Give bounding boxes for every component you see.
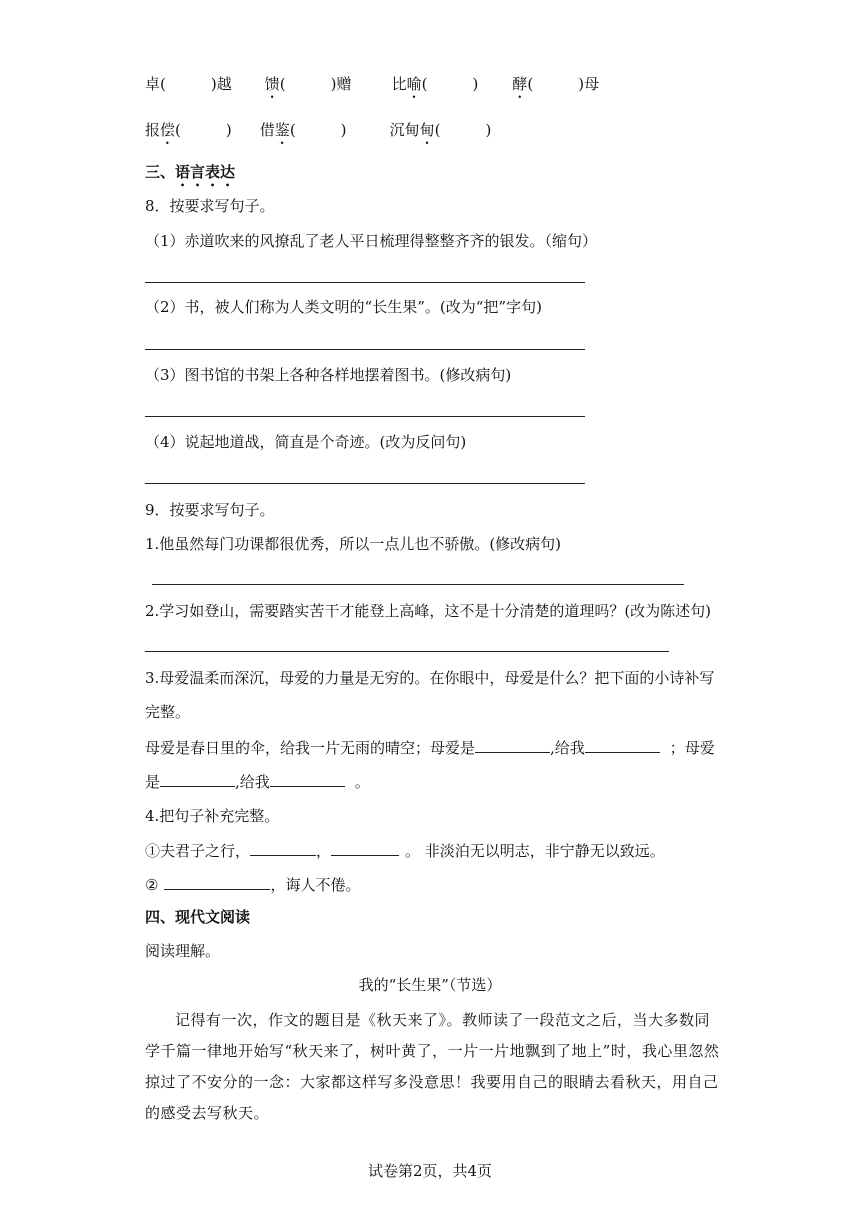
- fill-blank[interactable]: [475, 737, 550, 753]
- page-footer: 试卷第2页，共4页: [367, 1162, 493, 1180]
- answer-line[interactable]: [145, 483, 585, 484]
- poem-line-1: 母爱是春日里的伞，给我一片无雨的晴空；母爱是 ,给我 ；母爱: [145, 739, 715, 757]
- fill-blank[interactable]: [331, 840, 399, 856]
- q9-sentence-2: 2.学习如登山，需要踏实苦干才能登上高峰，这不是十分清楚的道理吗？(改为陈述句): [145, 602, 712, 620]
- pinyin-item: 报偿( ): [145, 121, 232, 139]
- q8-item-1: （1）赤道吹来的风撩乱了老人平日梳理得整整齐齐的银发。（缩句）: [145, 232, 598, 250]
- answer-line[interactable]: [152, 584, 684, 585]
- reading-intro: 阅读理解。: [145, 942, 221, 960]
- q9-sentence-3-line2: 完整。: [145, 703, 191, 721]
- pinyin-item: 沉甸甸( ): [389, 121, 492, 139]
- q9-sentence-4-item-2: ② ，诲人不倦。: [145, 876, 361, 894]
- q9-sentence-4: 4.把句子补充完整。: [145, 807, 280, 825]
- question-9-stem: 9．按要求写句子。: [145, 501, 275, 519]
- pinyin-item: 酵( )母: [512, 75, 600, 93]
- fill-blank[interactable]: [164, 874, 270, 890]
- pinyin-row-1: [145, 74, 599, 102]
- pinyin-item: 卓( )越: [145, 75, 232, 93]
- fill-blank[interactable]: [270, 771, 345, 787]
- answer-line[interactable]: [145, 349, 585, 350]
- section-heading-3: 三、语言表达: [145, 163, 236, 181]
- fill-blank[interactable]: [160, 771, 235, 787]
- article-title: 我的“长生果”（节选）: [358, 976, 502, 994]
- pinyin-row-2: [145, 120, 491, 148]
- q9-sentence-4-item-1: ①夫君子之行， ， 。 非淡泊无以明志，非宁静无以致远。: [145, 842, 665, 860]
- q8-item-2: （2）书，被人们称为人类文明的“长生果”。(改为“把”字句): [145, 298, 542, 316]
- fill-blank[interactable]: [585, 737, 660, 753]
- article-body: [145, 1005, 720, 1129]
- pinyin-item: 比喻( ): [391, 75, 479, 93]
- answer-line[interactable]: [145, 651, 669, 652]
- article-paragraph: 记得有一次，作文的题目是《秋天来了》。教师读了一段范文之后，当大多数同学千篇一律地开始写“秋天来了，树叶黄了，一片一片地飘到了地上”时，我心里忽然掠过了不安分的一念：大家都这样写多没意思！我要用自己的眼睛去看秋天，用自己的感受去写秋天。: [145, 1011, 720, 1122]
- section-heading-4: 四、现代文阅读: [145, 908, 251, 926]
- pinyin-item: 馈( )赠: [264, 75, 352, 93]
- answer-line[interactable]: [145, 282, 585, 283]
- q8-item-3: （3）图书馆的书架上各种各样地摆着图书。(修改病句): [145, 366, 512, 384]
- fill-blank[interactable]: [250, 840, 316, 856]
- pinyin-item: 借鉴( ): [259, 121, 347, 139]
- poem-line-2: 是 ,给我 。: [145, 773, 370, 791]
- q8-item-4: （4）说起地道战，简直是个奇迹。(改为反问句): [145, 433, 467, 451]
- answer-line[interactable]: [145, 416, 585, 417]
- question-8-stem: 8．按要求写句子。: [145, 197, 275, 215]
- q9-sentence-3-line1: 3.母爱温柔而深沉，母爱的力量是无穷的。在你眼中，母爱是什么？把下面的小诗补写: [145, 669, 715, 687]
- q9-sentence-1: 1.他虽然每门功课都很优秀，所以一点儿也不骄傲。(修改病句): [145, 535, 562, 553]
